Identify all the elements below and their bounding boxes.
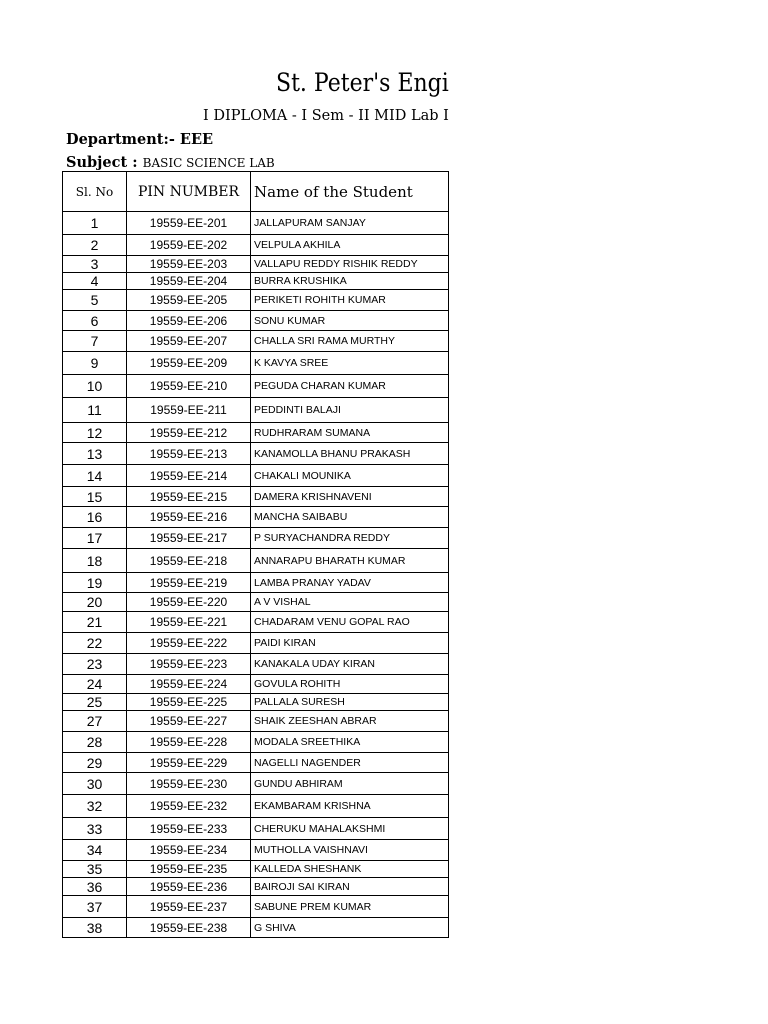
table-row	[63, 795, 449, 818]
pin-number-cell: 19559-EE-235	[127, 861, 251, 878]
pin-number-cell: 19559-EE-216	[127, 507, 251, 528]
table-row	[63, 753, 449, 773]
sl-no-cell: 32	[63, 795, 127, 818]
sl-no-cell: 14	[63, 465, 127, 487]
table-row	[63, 487, 449, 507]
table-row	[63, 375, 449, 398]
sl-no-cell: 30	[63, 773, 127, 795]
sl-no-cell: 20	[63, 593, 127, 612]
sl-no-cell: 9	[63, 352, 127, 375]
table-row	[63, 878, 449, 896]
table-row	[63, 256, 449, 273]
pin-number-cell: 19559-EE-232	[127, 795, 251, 818]
pin-number-cell: 19559-EE-220	[127, 593, 251, 612]
student-name-cell: G SHIVA	[251, 918, 449, 938]
student-name-cell: DAMERA KRISHNAVENI	[251, 487, 449, 507]
table-row	[63, 732, 449, 753]
sl-no-cell: 28	[63, 732, 127, 753]
sl-no-cell: 16	[63, 507, 127, 528]
pin-number-cell: 19559-EE-207	[127, 331, 251, 352]
pin-number-cell: 19559-EE-218	[127, 549, 251, 573]
pin-number-cell: 19559-EE-214	[127, 465, 251, 487]
student-name-cell: MODALA SREETHIKA	[251, 732, 449, 753]
page-title: St. Peter's Engi	[276, 68, 449, 97]
header-sl-no: Sl. No	[63, 172, 127, 212]
pin-number-cell: 19559-EE-204	[127, 273, 251, 290]
table-row	[63, 593, 449, 612]
student-name-cell: MANCHA SAIBABU	[251, 507, 449, 528]
pin-number-cell: 19559-EE-209	[127, 352, 251, 375]
pin-number-cell: 19559-EE-219	[127, 573, 251, 593]
sl-no-cell: 3	[63, 256, 127, 273]
student-name-cell: PEDDINTI BALAJI	[251, 398, 449, 423]
pin-number-cell: 19559-EE-206	[127, 311, 251, 331]
table-row	[63, 573, 449, 593]
sl-no-cell: 27	[63, 711, 127, 732]
pin-number-cell: 19559-EE-213	[127, 443, 251, 465]
sl-no-cell: 23	[63, 654, 127, 675]
table-row	[63, 290, 449, 311]
subject-value: BASIC SCIENCE LAB	[142, 156, 275, 170]
sl-no-cell: 2	[63, 235, 127, 256]
sl-no-cell: 12	[63, 423, 127, 443]
table-row	[63, 633, 449, 654]
pin-number-cell: 19559-EE-230	[127, 773, 251, 795]
table-row	[63, 918, 449, 938]
table-row	[63, 861, 449, 878]
student-name-cell: EKAMBARAM KRISHNA	[251, 795, 449, 818]
pin-number-cell: 19559-EE-215	[127, 487, 251, 507]
student-name-cell: KANAMOLLA BHANU PRAKASH	[251, 443, 449, 465]
pin-number-cell: 19559-EE-228	[127, 732, 251, 753]
student-table	[62, 171, 449, 938]
student-name-cell: PALLALA SURESH	[251, 694, 449, 711]
student-name-cell: SONU KUMAR	[251, 311, 449, 331]
pin-number-cell: 19559-EE-229	[127, 753, 251, 773]
pin-number-cell: 19559-EE-217	[127, 528, 251, 549]
table-row	[63, 352, 449, 375]
pin-number-cell: 19559-EE-225	[127, 694, 251, 711]
sl-no-cell: 17	[63, 528, 127, 549]
student-name-cell: BURRA KRUSHIKA	[251, 273, 449, 290]
sl-no-cell: 19	[63, 573, 127, 593]
student-name-cell: PEGUDA CHARAN KUMAR	[251, 375, 449, 398]
sl-no-cell: 15	[63, 487, 127, 507]
table-row	[63, 507, 449, 528]
pin-number-cell: 19559-EE-224	[127, 675, 251, 694]
subject-label: Subject :	[66, 154, 138, 171]
sl-no-cell: 11	[63, 398, 127, 423]
table-row	[63, 773, 449, 795]
student-name-cell: VELPULA AKHILA	[251, 235, 449, 256]
sl-no-cell: 35	[63, 861, 127, 878]
student-name-cell: JALLAPURAM SANJAY	[251, 212, 449, 235]
table-row	[63, 528, 449, 549]
student-name-cell: LAMBA PRANAY YADAV	[251, 573, 449, 593]
table-row	[63, 443, 449, 465]
sl-no-cell: 38	[63, 918, 127, 938]
student-name-cell: ANNARAPU BHARATH KUMAR	[251, 549, 449, 573]
pin-number-cell: 19559-EE-234	[127, 840, 251, 861]
pin-number-cell: 19559-EE-227	[127, 711, 251, 732]
sl-no-cell: 29	[63, 753, 127, 773]
student-name-cell: VALLAPU REDDY RISHIK REDDY	[251, 256, 449, 273]
header-pin-number: PIN NUMBER	[127, 172, 251, 212]
student-name-cell: CHAKALI MOUNIKA	[251, 465, 449, 487]
pin-number-cell: 19559-EE-223	[127, 654, 251, 675]
table-row	[63, 840, 449, 861]
student-name-cell: K KAVYA SREE	[251, 352, 449, 375]
sl-no-cell: 4	[63, 273, 127, 290]
student-name-cell: BAIROJI SAI KIRAN	[251, 878, 449, 896]
sl-no-cell: 34	[63, 840, 127, 861]
pin-number-cell: 19559-EE-236	[127, 878, 251, 896]
table-body	[63, 212, 449, 938]
student-name-cell: PAIDI KIRAN	[251, 633, 449, 654]
table-header-row	[63, 172, 449, 212]
table-row	[63, 273, 449, 290]
sl-no-cell: 37	[63, 896, 127, 918]
table-row	[63, 331, 449, 352]
exam-subtitle: I DIPLOMA - I Sem - II MID Lab I	[203, 108, 449, 124]
student-name-cell: KANAKALA UDAY KIRAN	[251, 654, 449, 675]
student-name-cell: P SURYACHANDRA REDDY	[251, 528, 449, 549]
student-name-cell: RUDHRARAM SUMANA	[251, 423, 449, 443]
student-name-cell: A V VISHAL	[251, 593, 449, 612]
pin-number-cell: 19559-EE-201	[127, 212, 251, 235]
student-name-cell: KALLEDA SHESHANK	[251, 861, 449, 878]
sl-no-cell: 36	[63, 878, 127, 896]
student-name-cell: GUNDU ABHIRAM	[251, 773, 449, 795]
table-row	[63, 423, 449, 443]
table-row	[63, 549, 449, 573]
sl-no-cell: 6	[63, 311, 127, 331]
header-student-name: Name of the Student	[251, 172, 449, 212]
pin-number-cell: 19559-EE-221	[127, 612, 251, 633]
sl-no-cell: 1	[63, 212, 127, 235]
sl-no-cell: 33	[63, 818, 127, 840]
sl-no-cell: 13	[63, 443, 127, 465]
table-row	[63, 212, 449, 235]
student-name-cell: CHERUKU MAHALAKSHMI	[251, 818, 449, 840]
table-row	[63, 654, 449, 675]
student-name-cell: CHADARAM VENU GOPAL RAO	[251, 612, 449, 633]
table-row	[63, 694, 449, 711]
sl-no-cell: 5	[63, 290, 127, 311]
sl-no-cell: 7	[63, 331, 127, 352]
sl-no-cell: 24	[63, 675, 127, 694]
student-name-cell: NAGELLI NAGENDER	[251, 753, 449, 773]
pin-number-cell: 19559-EE-237	[127, 896, 251, 918]
table-row	[63, 818, 449, 840]
pin-number-cell: 19559-EE-202	[127, 235, 251, 256]
pin-number-cell: 19559-EE-222	[127, 633, 251, 654]
pin-number-cell: 19559-EE-203	[127, 256, 251, 273]
sl-no-cell: 22	[63, 633, 127, 654]
sl-no-cell: 10	[63, 375, 127, 398]
sl-no-cell: 25	[63, 694, 127, 711]
pin-number-cell: 19559-EE-212	[127, 423, 251, 443]
table-row	[63, 398, 449, 423]
table-row	[63, 711, 449, 732]
student-name-cell: CHALLA SRI RAMA MURTHY	[251, 331, 449, 352]
pin-number-cell: 19559-EE-205	[127, 290, 251, 311]
sl-no-cell: 18	[63, 549, 127, 573]
department-line: Department:- EEE	[66, 131, 214, 148]
student-name-cell: SABUNE PREM KUMAR	[251, 896, 449, 918]
pin-number-cell: 19559-EE-233	[127, 818, 251, 840]
student-name-cell: MUTHOLLA VAISHNAVI	[251, 840, 449, 861]
student-name-cell: GOVULA ROHITH	[251, 675, 449, 694]
pin-number-cell: 19559-EE-211	[127, 398, 251, 423]
table-row	[63, 235, 449, 256]
student-name-cell: SHAIK ZEESHAN ABRAR	[251, 711, 449, 732]
pin-number-cell: 19559-EE-210	[127, 375, 251, 398]
table-row	[63, 311, 449, 331]
subject-line	[66, 152, 275, 171]
table-row	[63, 612, 449, 633]
table-row	[63, 675, 449, 694]
table-row	[63, 896, 449, 918]
student-name-cell: PERIKETI ROHITH KUMAR	[251, 290, 449, 311]
pin-number-cell: 19559-EE-238	[127, 918, 251, 938]
sl-no-cell: 21	[63, 612, 127, 633]
table-row	[63, 465, 449, 487]
